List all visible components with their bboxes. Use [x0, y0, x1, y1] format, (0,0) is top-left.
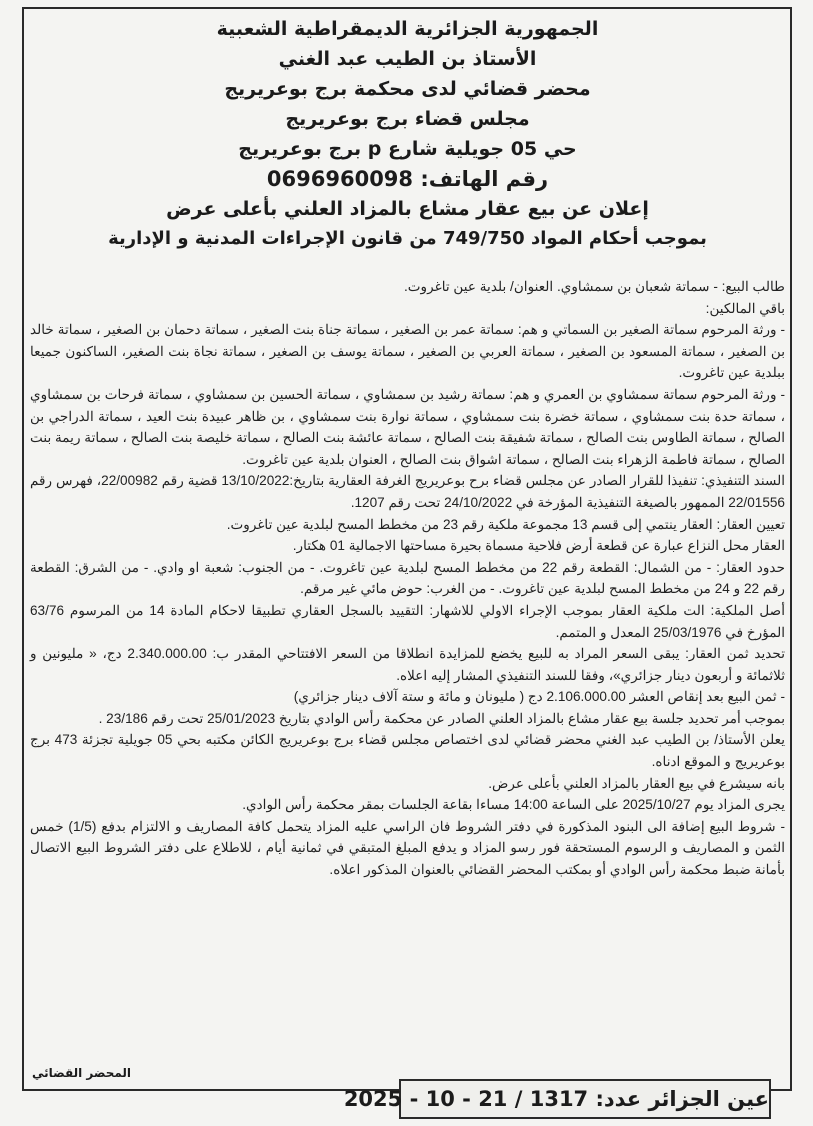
header-bailiff-court: محضر قضائي لدى محكمة برج بوعريريج [224, 78, 591, 100]
property-boundaries: حدود العقار: - من الشمال: القطعة رقم 22 من مخطط المسح لبلدية عين تاغروت. - من الجنوب: شعبة او وادي. - من الشرق: القطعة رقم 22 و 24 من مخطط المسح لبلدية عين تاغروت. - من الغرب: حوض مائي غير مرقم. [30, 559, 785, 597]
price-determination: تحديد ثمن العقار: يبقى السعر المراد به للبيع يخضع للمزايدة انطلاقا من السعر الافتتاحي المقدر ب: 2.340.000.00 دج، « مليونين و ثلاثمائة و أربعون دينار جزائري»، وفقا للسند التنفيذي المشار إليه اعلاه. [30, 646, 785, 683]
notice-title: إعلان عن بيع عقار مشاع بالمزاد العلني بأعلى عرض [166, 198, 649, 220]
reduced-price: - ثمن البيع بعد إنقاص العشر 2.106.000.00 دج ( مليونان و مائة و ستة آلاف دينار جزائري) [293, 689, 785, 705]
sale-start: بانه سيشرع في بيع العقار بالمزاد العلني بأعلى عرض. [488, 775, 785, 791]
session-order: بموجب أمر تحديد جلسة بيع عقار مشاع بالمزاد العلني الصادر عن محكمة رأس الوادي بتاريخ 25/01/2023 تحت رقم 23/186 . [98, 710, 785, 726]
header-republic: الجمهورية الجزائرية الديمقراطية الشعبية [216, 18, 599, 40]
header-bailiff-name: الأستاذ بن الطيب عبد الغني [278, 48, 537, 70]
ownership-origin: أصل الملكية: الت ملكية العقار بموجب الإجراء الاولي للاشهار: التقييد بالسجل العقاري تطبيقا لاحكام المادة 14 من المرسوم 63/76 المؤرخ في 25/03/1976 المعدل و المتمم. [30, 602, 785, 640]
auction-date: يجرى المزاد يوم 2025/10/27 على الساعة 14:00 مساءا بقاعة الجلسات بمقر محكمة رأس الوادي. [242, 797, 785, 813]
header-council: مجلس قضاء برج بوعريريج [285, 108, 530, 130]
other-owners-label: باقي المالكين: [705, 300, 785, 316]
heirs-group-2: - ورثة المرحوم سماتة سمشاوي بن العمري و هم: سماتة رشيد بن سمشاوي ، سماتة الحسين بن سمشاوي ، سماتة فرحات بن سمشاوي ، سماتة حدة بنت سمشاوي ، سماتة خضرة بنت سمشاوي ، سماتة نوارة بنت سمشاوي ، بن ظاهر عبيدة بنت العيد ، سماتة الدراجي بن الصالح ، سماتة الطاوس بنت الصالح ، سماتة شفيقة بنت الصالح ، سماتة عائشة بنت الصالح ، سماتة خليصة بنت الصالح ، سماتة ريمة بنت الصالح ، سماتة فاطمة الزهراء بنت الصالح ، سماتة اشواق بنت الصالح ، العنوان بلدية عين تاغروت. [30, 386, 785, 467]
executive-title: السند التنفيذي: تنفيذا للقرار الصادر عن مجلس قضاء برح بوعريريج الغرفة العقارية بتاريخ:13/10/2022 قضية رقم 22/00982، فهرس رقم 22/01556 الممهور بالصيغة التنفيذية المؤرخة في 24/10/2022 تحت رقم 1207. [30, 473, 785, 510]
property-description: العقار محل النزاع عبارة عن قطعة أرض فلاحية مسماة بحيرة مساحتها الاجمالية 01 هكتار. [292, 538, 785, 554]
sale-requester: طالب البيع: - سماتة شعبان بن سمشاوي. العنوان/ بلدية عين تاغروت. [403, 279, 785, 294]
notice-legal-basis: بموجب أحكام المواد 749/750 من قانون الإجراءات المدنية و الإدارية [108, 228, 707, 249]
notice-header [30, 14, 785, 254]
publication-footer: عين الجزائر عدد: 1317 / 21 - 10 - 2025 [399, 1079, 771, 1119]
header-address: حي 05 جويلية شارع p برج بوعريريج [238, 138, 577, 160]
property-designation: تعيين العقار: العقار ينتمي إلى قسم 13 مجموعة ملكية رقم 23 من مخطط المسح لبلدية عين تاغروت. [226, 516, 785, 532]
sale-conditions: - شروط البيع إضافة الى البنود المذكورة في دفتر الشروط فان الراسي عليه المزاد يتحمل كافة المصاريف و الالتزام بدفع (1/5) خمس الثمن و المصاريف و الرسوم المستحقة فور رسو المزاد و يدفع المبلغ المتبقي في ثمانية أيام ، للاطلاع على دفتر الشروط البيع الاتصال بأمانة ضبط محكمة رأس الوادي أو بمكتب المحضر القضائي بالعنوان المذكور اعلاه. [30, 818, 785, 878]
heirs-group-1: - ورثة المرحوم سماتة الصغير بن السماتي و هم: سماتة عمر بن الصغير ، سماتة جناة بنت الصغير ، سماتة دحمان بن الصغير ، سماتة خالد بن الصغير ، سماتة المسعود بن الصغير ، سماتة العربي بن الصغير ، سماتة يوسف بن الصغير ، سماتة نجاة بنت الصغير، الساكنون جميعا ببلدية عين تاغروت. [30, 322, 785, 381]
signature: المحضر القضائي [32, 1066, 132, 1080]
announcement: يعلن الأستاذ/ بن الطيب عبد الغني محضر قضائي لدى اختصاص مجلس قضاء برج بوعريريج الكائن مكتبه بحي 05 جويلية تجزئة 473 برج بوعريريج و الموقع ادناه. [30, 732, 785, 770]
notice-body [30, 276, 785, 881]
header-phone: رقم الهاتف: 0696960098 [266, 167, 549, 191]
